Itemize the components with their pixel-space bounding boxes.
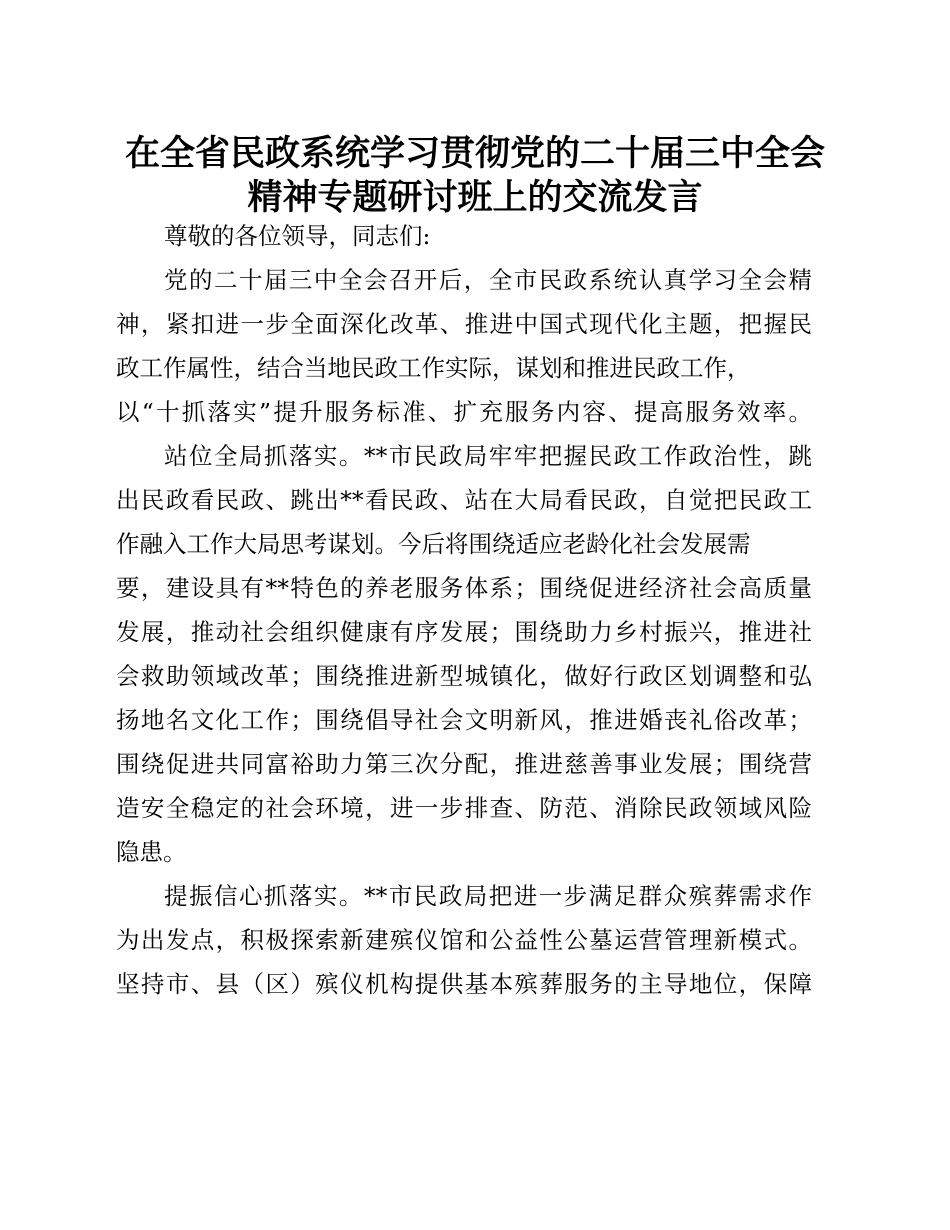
paragraph-2-line-2: 出民政看民政、跳出**看民政、站在大局看民政，自觉把民政工 (116, 486, 812, 514)
paragraph-1-line-1: 党的二十届三中全会召开后，全市民政系统认真学习全会精 (164, 266, 812, 294)
paragraph-1-line-4: 以“十抓落实”提升服务标准、扩充服务内容、提高服务效率。 (116, 398, 812, 426)
paragraph-2-line-6: 会救助领域改革；围绕推进新型城镇化，做好行政区划调整和弘 (116, 662, 812, 690)
paragraph-2-line-3: 作融入工作大局思考谋划。今后将围绕适应老龄化社会发展需 (116, 530, 751, 558)
paragraph-1-line-2: 神，紧扣进一步全面深化改革、推进中国式现代化主题，把握民 (116, 310, 812, 338)
paragraph-2-line-5: 发展，推动社会组织健康有序发展；围绕助力乡村振兴，推进社 (116, 618, 812, 646)
paragraph-2-line-7: 扬地名文化工作；围绕倡导社会文明新风，推进婚丧礼俗改革； (116, 706, 812, 734)
paragraph-2-line-9: 造安全稳定的社会环境，进一步排查、防范、消除民政领域风险 (116, 794, 812, 822)
paragraph-1-line-3: 政工作属性，结合当地民政工作实际，谋划和推进民政工作， (116, 354, 751, 382)
paragraph-3-line-3: 坚持市、县（区）殡仪机构提供基本殡葬服务的主导地位，保障 (116, 970, 812, 998)
document-title-line-2: 精神专题研讨班上的交流发言 (247, 177, 703, 218)
paragraph-3-line-2: 为出发点，积极探索新建殡仪馆和公益性公墓运营管理新模式。 (116, 926, 812, 954)
paragraph-3-line-1: 提振信心抓落实。**市民政局把进一步满足群众殡葬需求作 (164, 882, 812, 910)
document-title-line-1: 在全省民政系统学习贯彻党的二十届三中全会 (124, 133, 825, 174)
paragraph-2-line-10: 隐患。 (116, 838, 187, 866)
paragraph-2-line-4: 要，建设具有**特色的养老服务体系；围绕促进经济社会高质量 (116, 574, 812, 602)
paragraph-2-line-8: 围绕促进共同富裕助力第三次分配，推进慈善事业发展；围绕营 (116, 750, 812, 778)
paragraph-2-line-1: 站位全局抓落实。**市民政局牢牢把握民政工作政治性，跳 (164, 442, 812, 470)
document-body (116, 214, 812, 1006)
salutation: 尊敬的各位领导，同志们: (164, 222, 431, 250)
